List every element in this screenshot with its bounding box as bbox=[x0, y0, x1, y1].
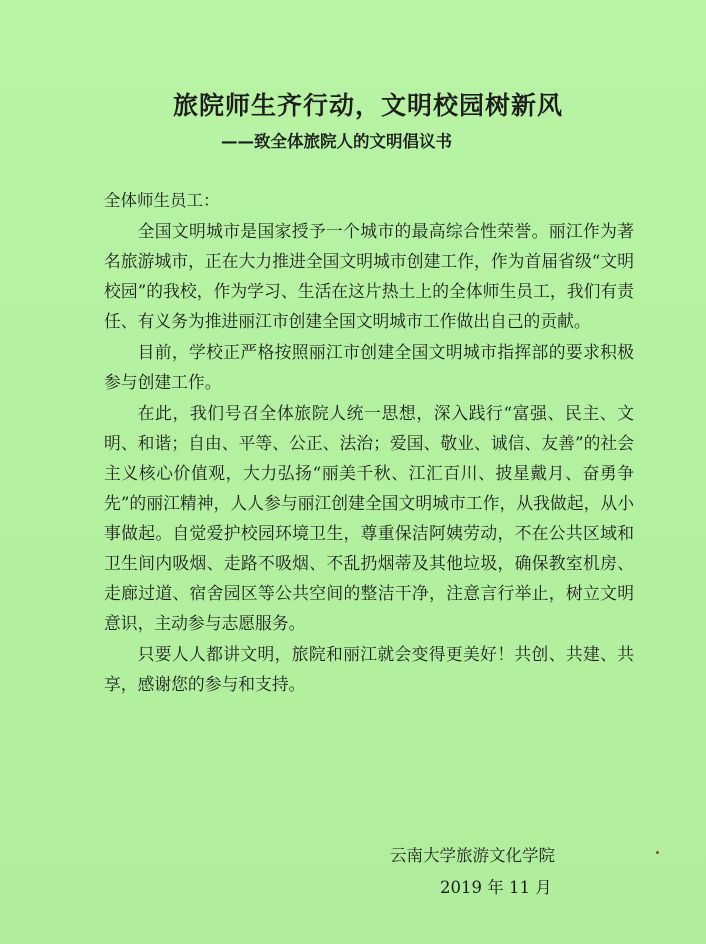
salutation: 全体师生员工： bbox=[104, 191, 220, 210]
signature-date: 2019 年 11 月 bbox=[440, 878, 552, 897]
ink-speck bbox=[656, 851, 659, 854]
paragraph: 目前，学校正严格按照丽江市创建全国文明城市指挥部的要求积极参与创建工作。 bbox=[104, 342, 634, 392]
letter-body bbox=[104, 216, 634, 700]
paragraph: 只要人人都讲文明，旅院和丽江就会变得更美好！共创、共建、共享，感谢您的参与和支持。 bbox=[104, 644, 634, 694]
paragraph: 在此，我们号召全体旅院人统一思想，深入践行“富强、民主、文明、和谐；自由、平等、公正、法治；爱国、敬业、诚信、友善”的社会主义核心价值观，大力弘扬“丽美千秋、江汇百川、披星戴月、奋勇争先”的丽江精神，人人参与丽江创建全国文明城市工作，从我做起，从小事做起。自觉爱护校园环境卫生，尊重保洁阿姨劳动，不在公共区域和卫生间内吸烟、走路不吸烟、不乱扔烟蒂及其他垃圾，确保教室机房、走廊过道、宿舍园区等公共空间的整洁干净，注意言行举止，树立文明意识，主动参与志愿服务。 bbox=[104, 403, 634, 633]
document-title: 旅院师生齐行动，文明校园树新风 bbox=[172, 91, 563, 120]
document-subtitle: ——致全体旅院人的文明倡议书 bbox=[221, 132, 452, 151]
signature-organization: 云南大学旅游文化学院 bbox=[390, 846, 555, 865]
paragraph: 全国文明城市是国家授予一个城市的最高综合性荣誉。丽江作为著名旅游城市，正在大力推进全国文明城市创建工作，作为首届省级“文明校园”的我校，作为学习、生活在这片热土上的全体师生员工，我们有责任、有义务为推进丽江市创建全国文明城市工作做出自己的贡献。 bbox=[104, 221, 634, 331]
